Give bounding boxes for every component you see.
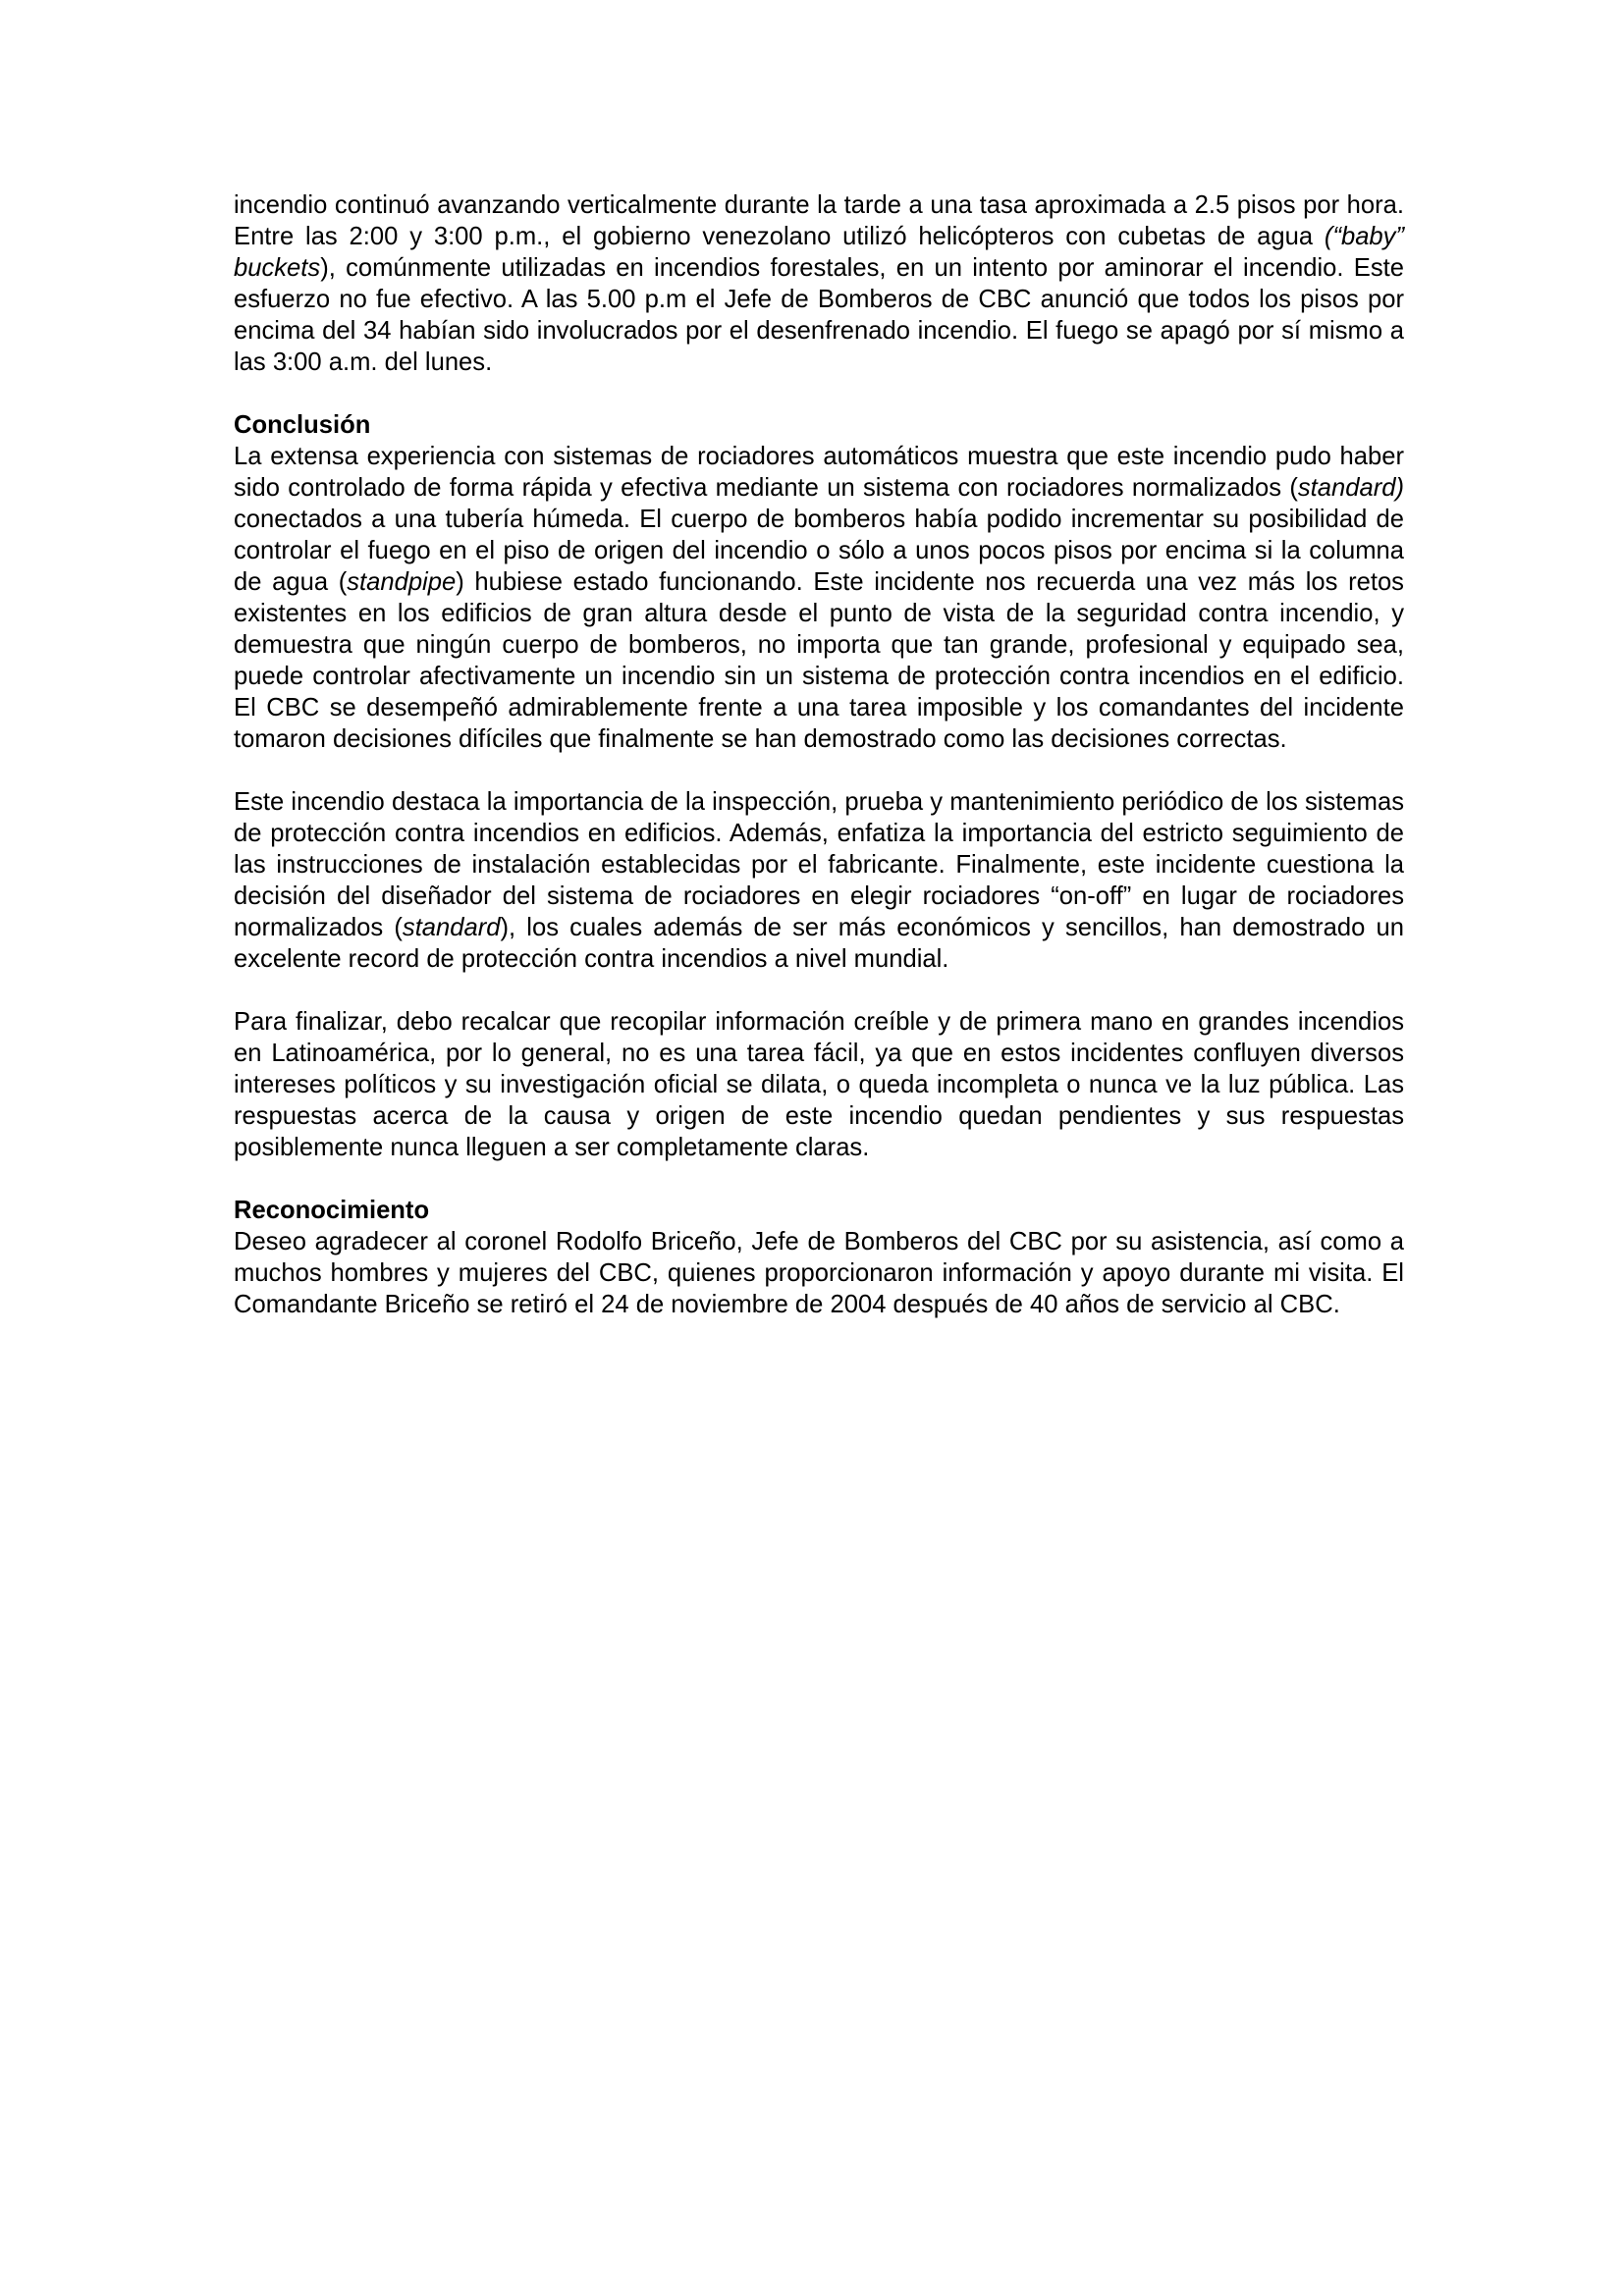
spacer [234, 1163, 1404, 1195]
inspection-text-1: Este incendio destaca la importancia de la inspección, prueba y mantenimiento periódico de los sistemas de protección contra incendios en edificios. Además, enfatiza la importancia del estricto seguimiento de las instrucciones de instalación establecidas por el fabricante. Finalmente, este incidente cuestiona la decisión del diseñador del sistema de rociadores en elegir rociadores “on-off” en lugar de rociadores normalizados ( [234, 788, 1404, 941]
acknowledgement-heading: Reconocimiento [234, 1197, 430, 1224]
spacer [234, 755, 1404, 786]
conclusion-text-2: conectados a una tubería húmeda. El cuerpo de bomberos había podido incrementar su posibilidad de controlar el fuego en el piso de origen del incendio o sólo a unos pocos pisos por encima si la columna de agua ( [234, 506, 1404, 596]
conclusion-italic-standpipe: standpipe [347, 568, 457, 596]
conclusion-italic-standard: standard) [1297, 474, 1404, 502]
intro-paragraph [234, 189, 1404, 378]
conclusion-heading: Conclusión [234, 411, 371, 439]
inspection-italic-standard: standard [402, 914, 501, 941]
intro-text-1: incendio continuó avanzando verticalmente durante la tarde a una tasa aproximada a 2.5 pisos por hora. Entre las 2:00 y 3:00 p.m., el gobierno venezolano utilizó helicópteros con cubetas de agua [234, 191, 1404, 250]
acknowledgement-paragraph [234, 1226, 1404, 1320]
spacer [234, 975, 1404, 1006]
spacer [234, 378, 1404, 409]
inspection-paragraph [234, 786, 1404, 975]
conclusion-paragraph [234, 441, 1404, 755]
inspection-text-2: ), los cuales además de ser más económicos y sencillos, han demostrado un excelente record de protección contra incendios a nivel mundial. [234, 914, 1404, 973]
final-paragraph [234, 1006, 1404, 1163]
document-body [234, 189, 1404, 1320]
intro-italic-baby-buckets: (“baby” buckets [234, 223, 1404, 282]
final-text-1: Para finalizar, debo recalcar que recopilar información creíble y de primera mano en grandes incendios en Latinoamérica, por lo general, no es una tarea fácil, ya que en estos incidentes confluyen diversos intereses políticos y su investigación oficial se dilata, o queda incompleta o nunca ve la luz pública. Las respuestas acerca de la causa y origen de este incendio quedan pendientes y sus respuestas posiblemente nunca lleguen a ser completamente claras. [234, 1008, 1404, 1161]
conclusion-text-1: La extensa experiencia con sistemas de rociadores automáticos muestra que este incendio pudo haber sido controlado de forma rápida y efectiva mediante un sistema con rociadores normalizados ( [234, 443, 1404, 502]
intro-text-2: ), comúnmente utilizadas en incendios forestales, en un intento por aminorar el incendio. Este esfuerzo no fue efectivo. A las 5.00 p.m el Jefe de Bomberos de CBC anunció que todos los pisos por encima del 34 habían sido involucrados por el desenfrenado incendio. El fuego se apagó por sí mismo a las 3:00 a.m. del lunes. [234, 254, 1404, 376]
conclusion-text-3: ) hubiese estado funcionando. Este incidente nos recuerda una vez más los retos existentes en los edificios de gran altura desde el punto de vista de la seguridad contra incendio, y demuestra que ningún cuerpo de bomberos, no importa que tan grande, profesional y equipado sea, puede controlar afectivamente un incendio sin un sistema de protección contra incendios en el edificio. El CBC se desempeñó admirablemente frente a una tarea imposible y los comandantes del incidente tomaron decisiones difíciles que finalmente se han demostrado como las decisiones correctas. [234, 568, 1404, 753]
acknowledgement-text-1: Deseo agradecer al coronel Rodolfo Briceño, Jefe de Bomberos del CBC por su asistencia, así como a muchos hombres y mujeres del CBC, quienes proporcionaron información y apoyo durante mi visita. El Comandante Briceño se retiró el 24 de noviembre de 2004 después de 40 años de servicio al CBC. [234, 1228, 1404, 1318]
